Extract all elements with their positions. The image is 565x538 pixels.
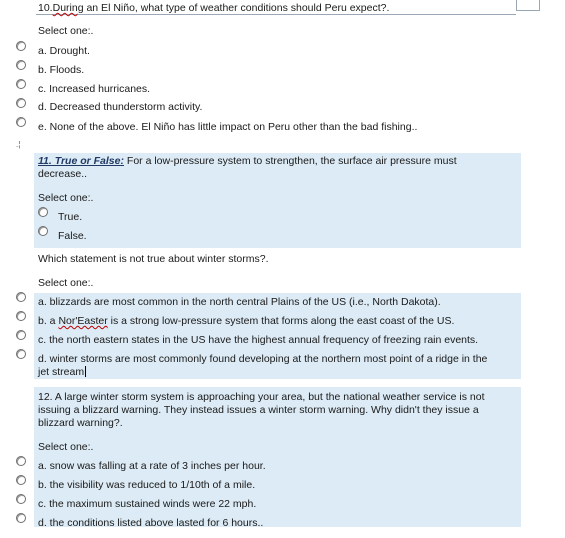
- winter-option-b-spell-word: Nor'Easter: [58, 315, 108, 327]
- q11-option-false[interactable]: False.: [58, 230, 87, 242]
- q10-number: 10.: [38, 2, 53, 14]
- page-corner-box: [516, 0, 540, 11]
- q12-select-label: Select one:.: [38, 441, 94, 453]
- q12-radio-d[interactable]: [16, 513, 26, 523]
- q10-radio-c[interactable]: [16, 79, 26, 89]
- q10-select-label: Select one:.: [38, 25, 94, 37]
- q10-option-d[interactable]: d. Decreased thunderstorm activity.: [38, 101, 203, 113]
- winter-select-label: Select one:.: [38, 277, 94, 289]
- q11-shade: [34, 153, 521, 248]
- q11-title: 11. True or False:: [38, 155, 124, 167]
- q12-radio-a[interactable]: [16, 456, 26, 466]
- q10-radio-d[interactable]: [16, 98, 26, 108]
- text-cursor: [85, 366, 86, 377]
- winter-option-d-line2[interactable]: [38, 366, 86, 378]
- q12-prompt-line3: blizzard warning?.: [38, 417, 123, 429]
- winter-radio-c[interactable]: [16, 330, 26, 340]
- q11-prompt-line2: decrease..: [38, 168, 88, 180]
- winter-option-a[interactable]: a. blizzards are most common in the north central Plains of the US (i.e., North Dakota).: [38, 296, 441, 308]
- q12-radio-b[interactable]: [16, 475, 26, 485]
- winter-option-c[interactable]: c. the north eastern states in the US have the highest annual frequency of freezing rain events.: [38, 334, 479, 346]
- q10-text: an El Niño, what type of weather conditions should Peru expect?.: [83, 2, 390, 14]
- winter-option-b-pre: b. a: [38, 315, 59, 327]
- q10-radio-e[interactable]: [16, 117, 26, 127]
- q10-radio-b[interactable]: [16, 60, 26, 70]
- q11-prompt-line1: [38, 155, 457, 167]
- winter-radio-d[interactable]: [16, 349, 26, 359]
- q12-option-d[interactable]: d. the conditions listed above lasted for 6 hours..: [38, 517, 264, 529]
- q12-option-c[interactable]: c. the maximum sustained winds were 22 mph.: [38, 498, 257, 510]
- winter-radio-b[interactable]: [16, 311, 26, 321]
- q12-option-a[interactable]: a. snow was falling at a rate of 3 inches per hour.: [38, 460, 266, 472]
- page-border-line: [36, 14, 516, 15]
- winter-option-d-line1[interactable]: d. winter storms are most commonly found developing at the northern most point of a ridge in the: [38, 353, 488, 365]
- q10-option-a[interactable]: a. Drought.: [38, 45, 90, 57]
- q10-prompt: [38, 2, 389, 14]
- q12-prompt-line2: issuing a blizzard warning. They instead issues a winter storm warning. Why didn't they issue a: [38, 404, 479, 416]
- winter-option-b-post: is a strong low-pressure system that forms along the east coast of the US.: [107, 315, 455, 327]
- q11-radio-true[interactable]: [38, 207, 48, 217]
- q10-spell-word: During: [52, 2, 84, 14]
- q11-select-label: Select one:.: [38, 192, 94, 204]
- q11-text: For a low-pressure system to strengthen, the surface air pressure must: [123, 155, 457, 167]
- winter-option-b[interactable]: [38, 315, 454, 327]
- q11-radio-false[interactable]: [38, 226, 48, 236]
- q10-option-e[interactable]: e. None of the above. El Niño has little impact on Peru other than the bad fishing..: [38, 121, 418, 133]
- q10-option-c[interactable]: c. Increased hurricanes.: [38, 83, 151, 95]
- q10-option-b[interactable]: b. Floods.: [38, 64, 85, 76]
- winter-option-d-text: jet stream: [38, 366, 85, 378]
- q12-option-b[interactable]: b. the visibility was reduced to 1/10th of a mile.: [38, 479, 256, 491]
- q10-radio-a[interactable]: [16, 41, 26, 51]
- q12-radio-c[interactable]: [16, 494, 26, 504]
- q12-prompt-line1: 12. A large winter storm system is approaching your area, but the national weather service is not: [38, 391, 485, 403]
- paragraph-mark: .¦: [16, 140, 21, 149]
- winter-question: Which statement is not true about winter storms?.: [38, 253, 269, 265]
- winter-radio-a[interactable]: [16, 292, 26, 302]
- q11-option-true[interactable]: True.: [58, 211, 83, 223]
